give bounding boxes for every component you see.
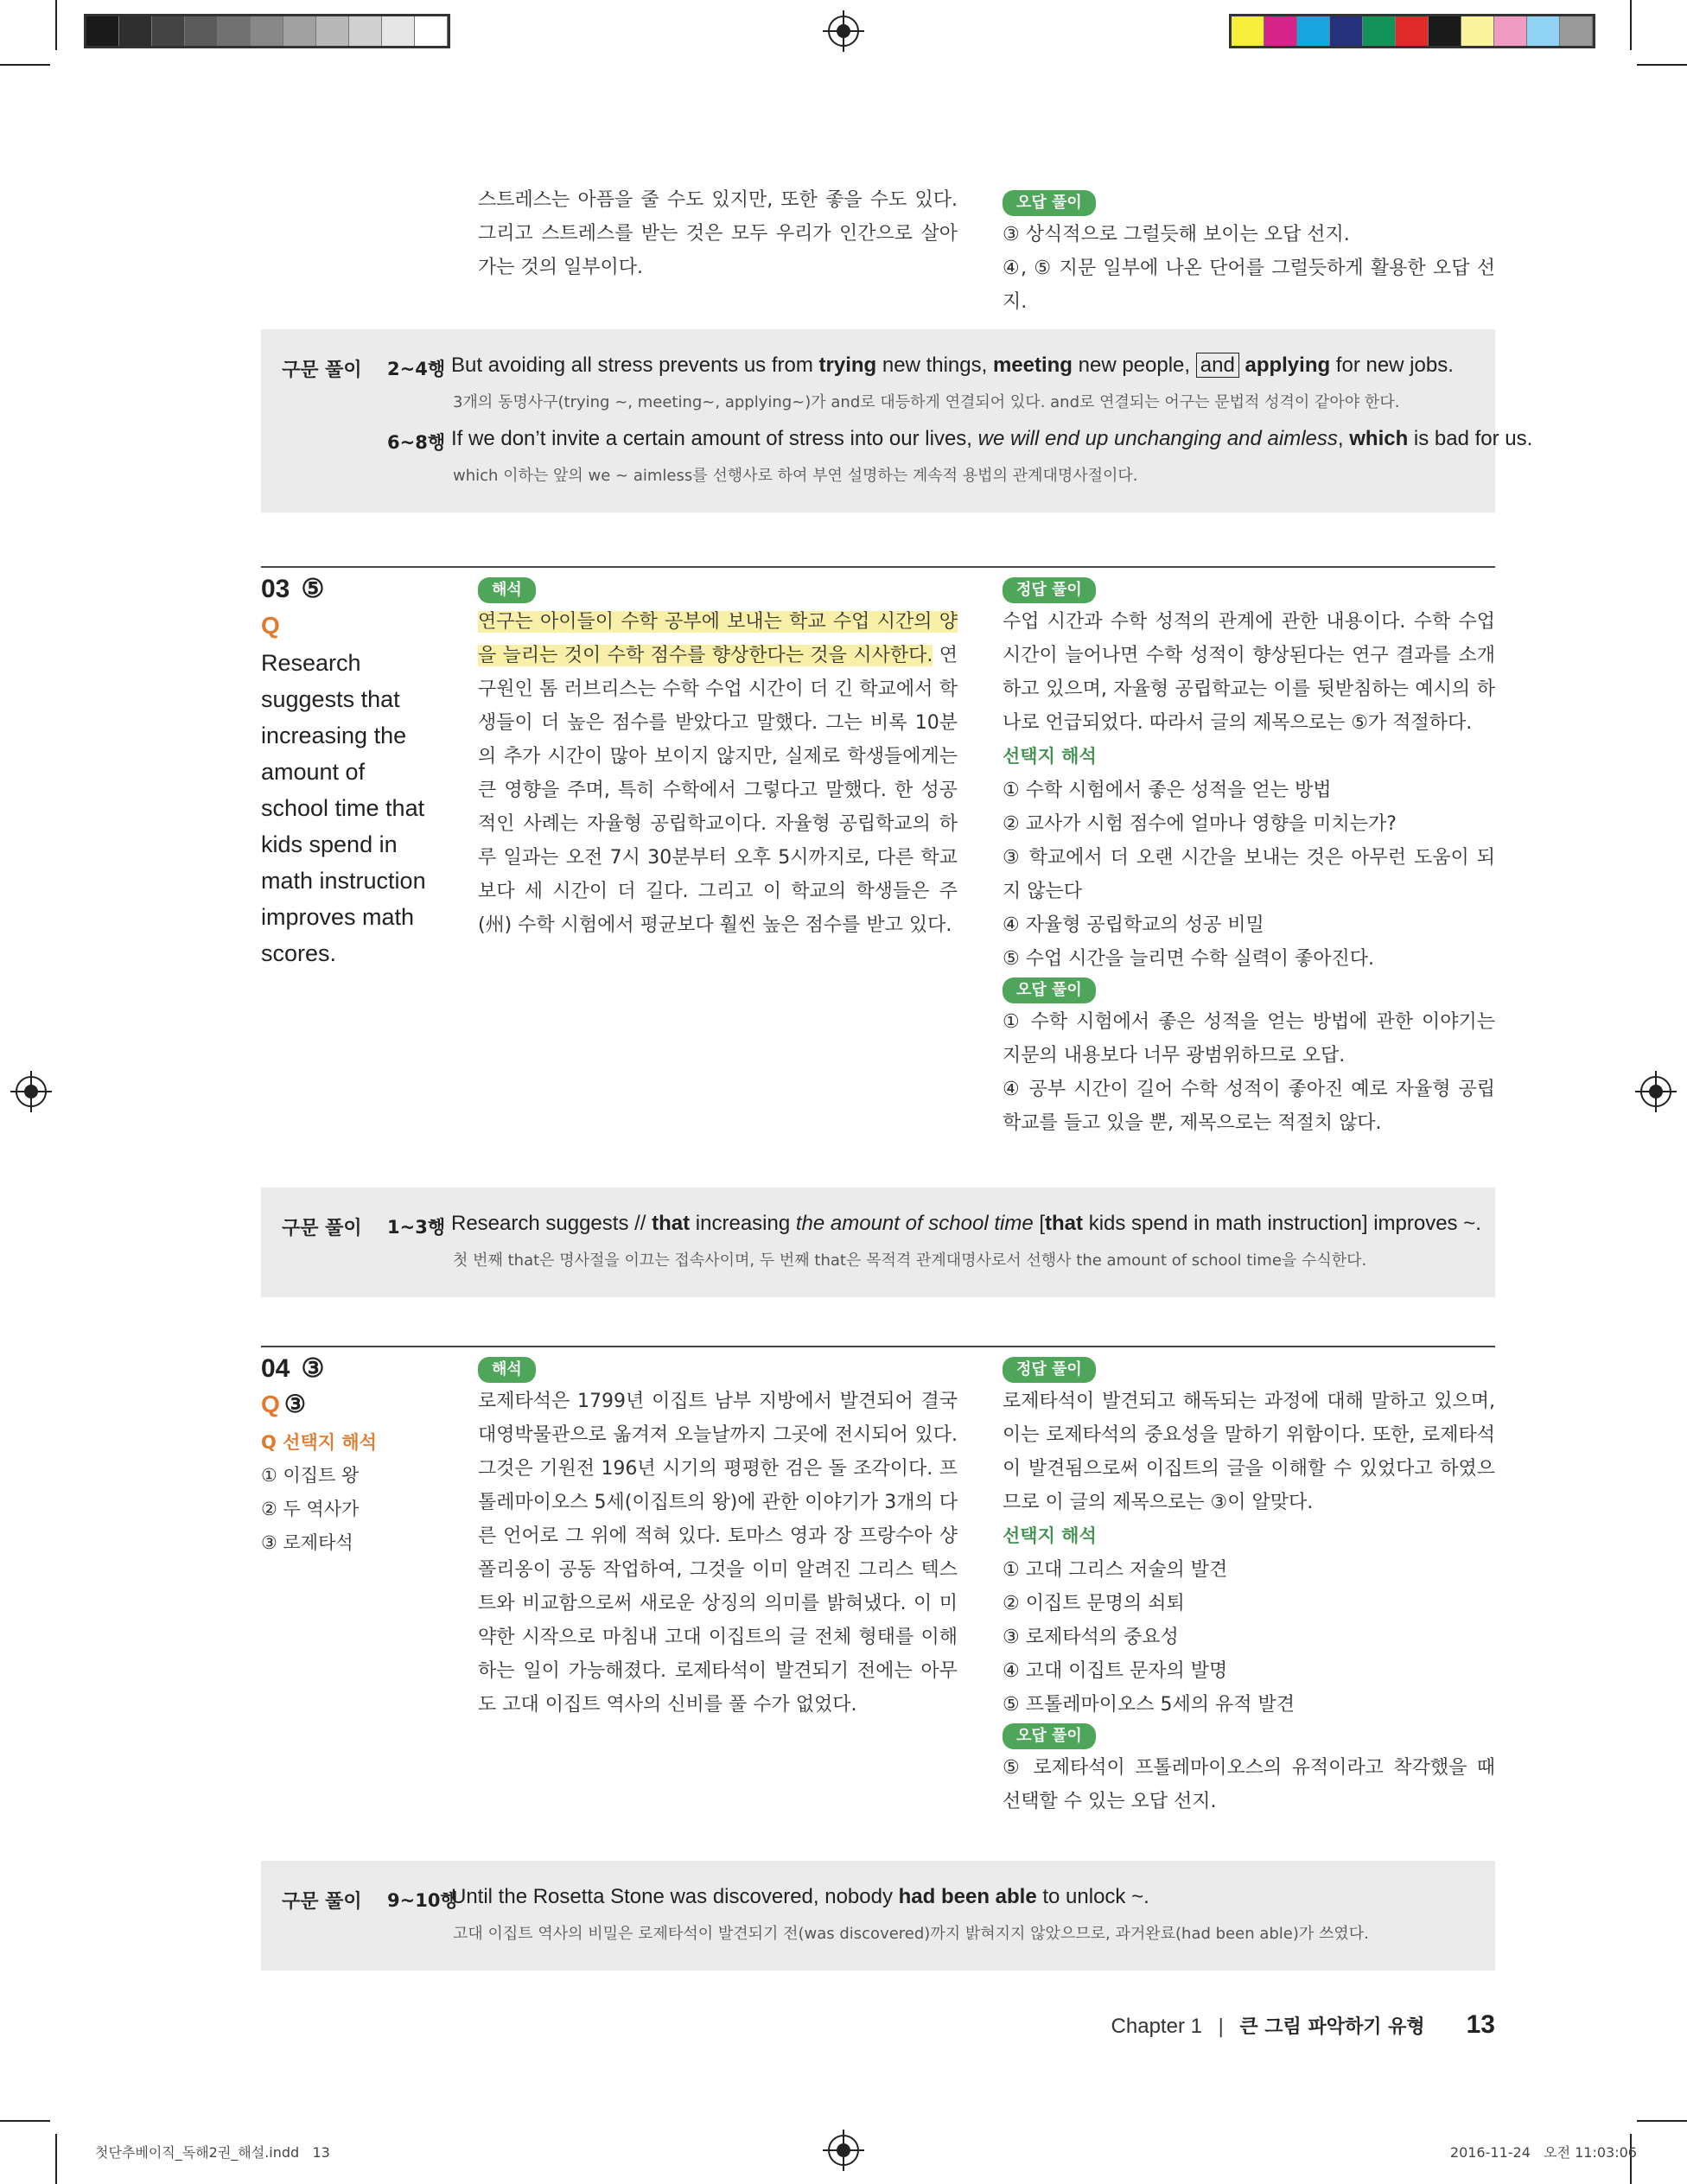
section-divider <box>261 1346 1495 1347</box>
swatch <box>119 16 152 46</box>
wrong-answer-line: ④ 공부 시간이 길어 수학 성적이 좋아진 예로 자율형 공립학교를 들고 있을 뿐, 제목으로는 적절치 않다. <box>1003 1079 1495 1134</box>
question-04-side-choices <box>261 1426 460 1560</box>
color-swatch-strip <box>1229 14 1595 48</box>
page-number: 13 <box>1466 2010 1495 2039</box>
registration-mark-icon <box>1640 1076 1671 1107</box>
line-ref: 1~3행 <box>387 1217 446 1238</box>
swatch <box>382 16 415 46</box>
translation-highlight: 연구는 아이들이 수학 공부에 보내는 학교 수업 시간의 양을 늘리는 것이 수학 점수를 향상한다는 것을 시사한다. <box>478 611 958 666</box>
answer-tag: 정답 풀이 <box>1003 1357 1096 1383</box>
swatch <box>218 16 251 46</box>
crop-mark <box>0 2120 50 2122</box>
choice-item: ① 수학 시험에서 좋은 성적을 얻는 방법 <box>1003 780 1332 801</box>
swatch <box>415 16 448 46</box>
registration-mark-icon <box>828 16 859 47</box>
swatch <box>1461 16 1494 46</box>
wrong-answer-tag: 오답 풀이 <box>1003 190 1096 216</box>
swatch <box>1330 16 1363 46</box>
section-title: 큰 그림 파악하기 유형 <box>1239 2016 1425 2038</box>
question-number: 03 <box>261 575 290 603</box>
choice-item: ③ 로제타석의 중요성 <box>1003 1627 1179 1648</box>
wrong-answer-line: ⑤ 로제타석이 프톨레마이오스의 유적이라고 착각했을 때 선택할 수 있는 오답 선지. <box>1003 1757 1495 1812</box>
side-choice: ② 두 역사가 <box>261 1499 360 1519</box>
swatch <box>1560 16 1593 46</box>
question-number: 04 <box>261 1354 290 1383</box>
crop-mark <box>55 0 57 50</box>
choice-item: ② 이집트 문명의 쇠퇴 <box>1003 1593 1185 1614</box>
crop-mark <box>1630 0 1632 50</box>
translation-tag: 해석 <box>478 1357 536 1383</box>
grammar-note: which 이하는 앞의 we ~ aimless를 선행사로 하여 부연 설명하는 계속적 용법의 관계대명사절이다. <box>453 467 1138 485</box>
translation-text: 로제타석은 1799년 이집트 남부 지방에서 발견되어 결국 대영박물관으로 옮겨져 오늘날까지 그곳에 전시되어 있다. 그것은 기원전 196년 시기의 평평한 검은 돌 조각이다. 프톨레마이오스 5세(이집트의 왕)에 관한 이야기가 3개의 다른 언어로 그 위에 적혀 있다. 토마스 영과 장 프랑수아 샹폴리옹이 공동 작업하여, 그것을 이미 알려진 그리스 텍스트와 비교함으로써 새로운 상징의 의미를 밝혀냈다. 이 미약한 시작으로 마침내 고대 이집트의 글 전체 형태를 이해하는 일이 가능해졌다. 로제타석이 발견되기 전에는 아무도 고대 이집트 역사의 신비를 풀 수가 없었다. <box>478 1391 958 1716</box>
q-marker: Q <box>261 1391 280 1417</box>
question-04-answer <box>1003 1357 1495 1818</box>
line-ref: 2~4행 <box>387 359 446 379</box>
previous-wrong-answers <box>1003 190 1495 319</box>
swatch <box>283 16 316 46</box>
crop-mark <box>1637 2120 1687 2122</box>
crop-mark <box>1637 64 1687 66</box>
previous-translation-text: 스트레스는 아픔을 줄 수도 있지만, 또한 좋을 수도 있다. 그리고 스트레스를 받는 것은 모두 우리가 인간으로 살아가는 것의 일부이다. <box>478 189 958 278</box>
question-04-translation <box>478 1357 958 1722</box>
choices-title: 선택지 해석 <box>1003 746 1097 767</box>
question-04-header <box>261 1353 324 1384</box>
grammar-sentence: But avoiding all stress prevents us from trying new things, meeting new people, and applying for new jobs. <box>451 353 1454 377</box>
swatch <box>86 16 119 46</box>
choice-item: ① 고대 그리스 저술의 발견 <box>1003 1559 1228 1581</box>
choice-item: ③ 학교에서 더 오랜 시간을 보내는 것은 아무런 도움이 되지 않는다 <box>1003 847 1495 902</box>
registration-mark-icon <box>16 1076 47 1107</box>
crop-mark <box>55 2134 57 2184</box>
translation-text: 연구는 아이들이 수학 공부에 보내는 학교 수업 시간의 양을 늘리는 것이 수학 점수를 향상한다는 것을 시사한다. 연구원인 톰 러브리스는 수학 수업 시간이 더 긴 학교에서 학생들이 더 높은 점수를 받았다고 말했다. 그는 비록 10분의 추가 시간이 많아 보이지 않지만, 실제로 학생들에게는 큰 영향을 주며, 특히 수학에서 그렇다고 말했다. 한 성공적인 사례는 자율형 공립학교이다. 자율형 공립학교의 하루 일과는 오전 7시 30분부터 오후 5시까지로, 다른 학교보다 세 시간이 더 길다. 그리고 이 학교의 학생들은 주(州) 수학 시험에서 평균보다 훨씬 높은 점수를 받고 있다. <box>478 611 958 936</box>
choice-item: ② 교사가 시험 점수에 얼마나 영향을 미치는가? <box>1003 813 1397 835</box>
swatch <box>1527 16 1560 46</box>
swatch <box>1429 16 1461 46</box>
line-ref: 6~8행 <box>387 432 446 453</box>
grammar-label: 구문 풀이 <box>282 1891 362 1913</box>
wrong-answer-line: ③ 상식적으로 그럴듯해 보이는 오답 선지. <box>1003 224 1350 245</box>
wrong-answer-tag: 오답 풀이 <box>1003 1723 1096 1749</box>
question-03-translation <box>478 577 958 942</box>
grammar-label: 구문 풀이 <box>282 360 362 381</box>
swatch <box>1494 16 1527 46</box>
side-choice: ① 이집트 왕 <box>261 1465 360 1486</box>
section-divider <box>261 566 1495 568</box>
question-03-header <box>261 574 324 604</box>
line-ref: 9~10행 <box>387 1890 458 1911</box>
file-slug: 첫단추베이직_독해2권_해설.indd 13 <box>95 2144 330 2161</box>
previous-translation <box>478 183 958 284</box>
grammar-note: 3개의 동명사구(trying ~, meeting~, applying~)가 and로 대등하게 연결되어 있다. and로 연결되는 어구는 문법적 성격이 같아야 한다. <box>453 393 1400 411</box>
choice-item: ④ 자율형 공립학교의 성공 비밀 <box>1003 914 1264 936</box>
wrong-answer-tag: 오답 풀이 <box>1003 977 1096 1003</box>
question-answer: ⑤ <box>301 575 325 603</box>
question-03-answer <box>1003 577 1495 1140</box>
gray-swatch-strip <box>84 14 450 48</box>
registration-mark-icon <box>828 2135 859 2166</box>
grammar-label: 구문 풀이 <box>282 1218 362 1239</box>
choices-title: 선택지 해석 <box>1003 1525 1097 1546</box>
grammar-note: 고대 이집트 역사의 비밀은 로제타석이 발견되기 전(was discovered)까지 밝혀지지 않았으므로, 과거완료(had been able)가 쓰였다. <box>453 1925 1369 1943</box>
wrong-answer-line: ④, ⑤ 지문 일부에 나온 단어를 그럴듯하게 활용한 오답 선지. <box>1003 258 1495 313</box>
translation-tag: 해석 <box>478 577 536 603</box>
grammar-sentence: Research suggests // that increasing the amount of school time [that kids spend in math instruction] improves ~. <box>451 1212 1481 1235</box>
running-footer <box>1111 2010 1495 2040</box>
q-answer: ③ <box>283 1391 306 1417</box>
question-answer: ③ <box>301 1354 325 1383</box>
answer-tag: 정답 풀이 <box>1003 577 1096 603</box>
grammar-note: 첫 번째 that은 명사절을 이끄는 접속사이며, 두 번째 that은 목적격 관계대명사로서 선행사 the amount of school time을 수식한다. <box>453 1251 1367 1270</box>
wrong-answer-line: ① 수학 시험에서 좋은 성적을 얻는 방법에 관한 이야기는 지문의 내용보다 너무 광범위하므로 오답. <box>1003 1011 1495 1067</box>
swatch <box>251 16 283 46</box>
side-choices-title: Q 선택지 해석 <box>261 1432 377 1453</box>
footer-separator: | <box>1217 2016 1225 2038</box>
chapter-label: Chapter 1 <box>1111 2015 1202 2038</box>
choice-item: ⑤ 프톨레마이오스 5세의 유적 발견 <box>1003 1694 1295 1716</box>
swatch <box>349 16 382 46</box>
swatch <box>316 16 349 46</box>
question-03-summary: Research suggests that increasing the amount of school time that kids spend in math instruction improves math scores. <box>261 650 426 966</box>
grammar-sentence: If we don’t invite a certain amount of stress into our lives, we will end up unchanging and aimless, which is bad for us. <box>451 427 1533 450</box>
swatch <box>1264 16 1297 46</box>
q-marker: Q <box>261 612 280 639</box>
swatch <box>1363 16 1396 46</box>
grammar-box-03 <box>261 1188 1495 1297</box>
print-date: 2016-11-24 오전 11:03:06 <box>1449 2144 1637 2161</box>
answer-text: 수업 시간과 수학 성적의 관계에 관한 내용이다. 수학 수업 시간이 늘어나면 수학 성적이 향상된다는 연구 결과를 소개하고 있으며, 자율형 공립학교는 이를 뒷받침하는 예시의 하나로 언급되었다. 따라서 글의 제목으로는 ⑤가 적절하다. <box>1003 611 1495 734</box>
grammar-box-04 <box>261 1861 1495 1971</box>
swatch <box>185 16 218 46</box>
swatch <box>1396 16 1429 46</box>
q-answer-line <box>261 1390 306 1418</box>
crop-mark <box>0 64 50 66</box>
grammar-box-02 <box>261 329 1533 513</box>
grammar-sentence: Until the Rosetta Stone was discovered, nobody had been able to unlock ~. <box>451 1885 1149 1908</box>
swatch <box>152 16 185 46</box>
side-choice: ③ 로제타석 <box>261 1532 353 1553</box>
answer-text: 로제타석이 발견되고 해독되는 과정에 대해 말하고 있으며, 이는 로제타석의 중요성을 말하기 위함이다. 또한, 로제타석이 발견됨으로써 이집트의 글을 이해할 수 있었다고 하였으므로 이 글의 제목으로는 ③이 알맞다. <box>1003 1391 1495 1513</box>
choice-item: ⑤ 수업 시간을 늘리면 수학 실력이 좋아진다. <box>1003 948 1374 970</box>
swatch <box>1297 16 1330 46</box>
choice-item: ④ 고대 이집트 문자의 발명 <box>1003 1660 1228 1682</box>
swatch <box>1232 16 1264 46</box>
